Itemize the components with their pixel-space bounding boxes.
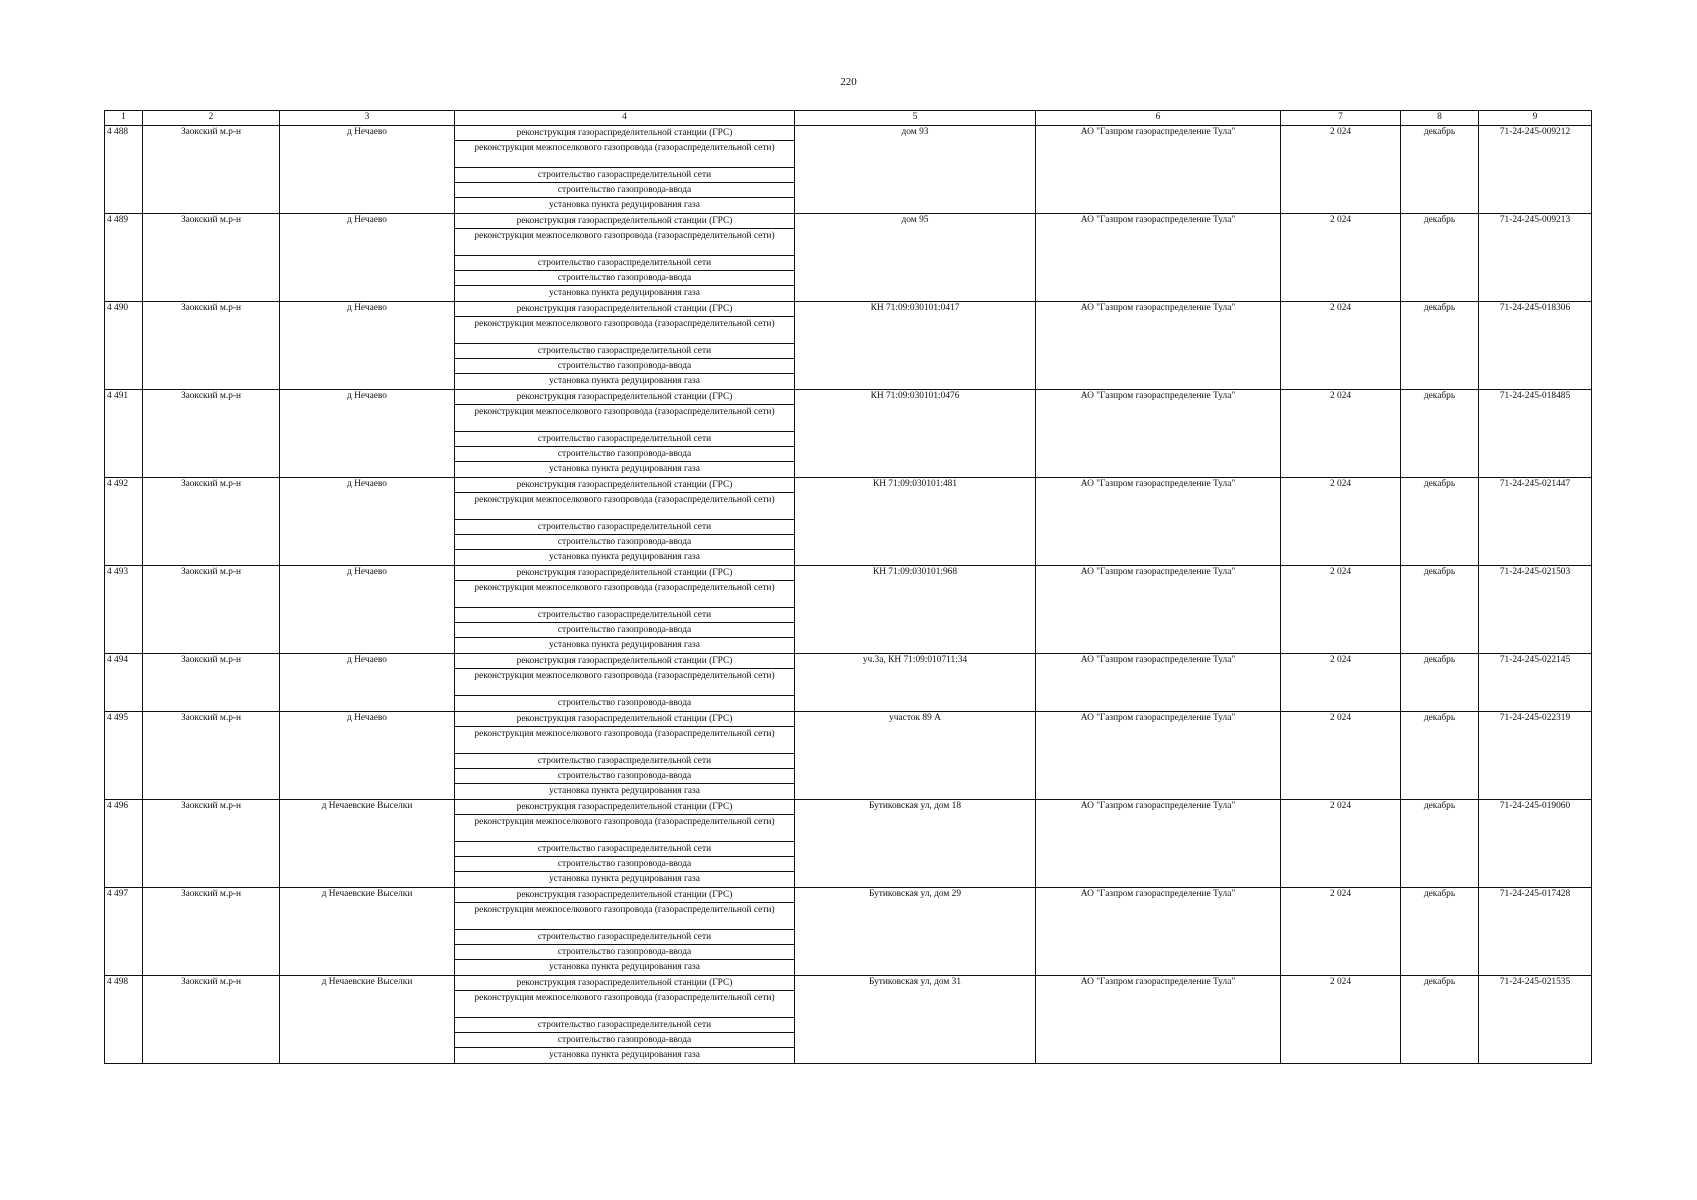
year-cell: 2 024 bbox=[1281, 888, 1401, 976]
address-cell: КН 71:09:030101:481 bbox=[795, 478, 1036, 566]
work-item: реконструкция межпоселкового газопровода (газораспределительной сети) bbox=[455, 815, 794, 842]
application-code-cell: 71-24-245-021447 bbox=[1479, 478, 1592, 566]
work-item: строительство газораспределительной сети bbox=[455, 608, 794, 623]
month-cell: декабрь bbox=[1401, 712, 1479, 800]
work-item: реконструкция газораспределительной станции (ГРС) bbox=[455, 214, 794, 229]
works-cell bbox=[455, 390, 795, 478]
column-number-row bbox=[105, 111, 1592, 126]
column-number: 6 bbox=[1036, 111, 1281, 126]
work-item: реконструкция газораспределительной станции (ГРС) bbox=[455, 976, 794, 991]
district-cell: Заокский м.р-н bbox=[143, 390, 280, 478]
locality-cell: д Нечаево bbox=[280, 566, 455, 654]
works-cell bbox=[455, 712, 795, 800]
locality-cell: д Нечаево bbox=[280, 654, 455, 712]
work-item: установка пункта редуцирования газа bbox=[549, 200, 700, 210]
locality-cell: д Нечаево bbox=[280, 478, 455, 566]
column-number: 9 bbox=[1479, 111, 1592, 126]
work-item: строительство газораспределительной сети bbox=[455, 930, 794, 945]
row-number: 4 490 bbox=[105, 302, 143, 390]
work-item: реконструкция межпоселкового газопровода (газораспределительной сети) bbox=[455, 405, 794, 432]
application-code-cell: 71-24-245-009212 bbox=[1479, 126, 1592, 214]
work-item: реконструкция газораспределительной станции (ГРС) bbox=[455, 390, 794, 405]
row-number: 4 498 bbox=[105, 976, 143, 1064]
locality-cell: д Нечаево bbox=[280, 390, 455, 478]
address-cell: КН 71:09:030101:0476 bbox=[795, 390, 1036, 478]
work-item: установка пункта редуцирования газа bbox=[549, 786, 700, 796]
column-number: 4 bbox=[455, 111, 795, 126]
application-code-cell: 71-24-245-021535 bbox=[1479, 976, 1592, 1064]
table-row bbox=[105, 478, 1592, 566]
month-cell: декабрь bbox=[1401, 888, 1479, 976]
organization-cell: АО "Газпром газораспределение Тула" bbox=[1036, 800, 1281, 888]
organization-cell: АО "Газпром газораспределение Тула" bbox=[1036, 712, 1281, 800]
work-item: установка пункта редуцирования газа bbox=[549, 640, 700, 650]
organization-cell: АО "Газпром газораспределение Тула" bbox=[1036, 976, 1281, 1064]
district-cell: Заокский м.р-н bbox=[143, 126, 280, 214]
application-code-cell: 71-24-245-018306 bbox=[1479, 302, 1592, 390]
works-cell bbox=[455, 566, 795, 654]
work-item: строительство газопровода-ввода bbox=[557, 698, 692, 708]
table-row bbox=[105, 566, 1592, 654]
year-cell: 2 024 bbox=[1281, 654, 1401, 712]
row-number: 4 488 bbox=[105, 126, 143, 214]
table-row bbox=[105, 800, 1592, 888]
work-item: реконструкция межпоселкового газопровода (газораспределительной сети) bbox=[455, 317, 794, 344]
locality-cell: д Нечаевские Выселки bbox=[280, 976, 455, 1064]
organization-cell: АО "Газпром газораспределение Тула" bbox=[1036, 654, 1281, 712]
column-number: 3 bbox=[280, 111, 455, 126]
month-cell: декабрь bbox=[1401, 976, 1479, 1064]
address-cell: КН 71:09:030101:0417 bbox=[795, 302, 1036, 390]
page-number: 220 bbox=[840, 76, 857, 88]
locality-cell: д Нечаево bbox=[280, 712, 455, 800]
work-item: строительство газопровода-ввода bbox=[455, 359, 794, 374]
work-item: реконструкция межпоселкового газопровода (газораспределительной сети) bbox=[455, 903, 794, 930]
locality-cell: д Нечаево bbox=[280, 214, 455, 302]
application-code-cell: 71-24-245-009213 bbox=[1479, 214, 1592, 302]
organization-cell: АО "Газпром газораспределение Тула" bbox=[1036, 214, 1281, 302]
row-number: 4 497 bbox=[105, 888, 143, 976]
works-cell bbox=[455, 214, 795, 302]
row-number: 4 491 bbox=[105, 390, 143, 478]
work-item: строительство газопровода-ввода bbox=[455, 271, 794, 286]
year-cell: 2 024 bbox=[1281, 712, 1401, 800]
address-cell: дом 95 bbox=[795, 214, 1036, 302]
organization-cell: АО "Газпром газораспределение Тула" bbox=[1036, 566, 1281, 654]
work-item: установка пункта редуцирования газа bbox=[549, 376, 700, 386]
table-body bbox=[105, 126, 1592, 1064]
table-row bbox=[105, 302, 1592, 390]
locality-cell: д Нечаево bbox=[280, 302, 455, 390]
application-code-cell: 71-24-245-022145 bbox=[1479, 654, 1592, 712]
work-item: реконструкция межпоселкового газопровода (газораспределительной сети) bbox=[455, 493, 794, 520]
year-cell: 2 024 bbox=[1281, 302, 1401, 390]
district-cell: Заокский м.р-н bbox=[143, 888, 280, 976]
work-item: реконструкция межпоселкового газопровода (газораспределительной сети) bbox=[455, 581, 794, 608]
year-cell: 2 024 bbox=[1281, 800, 1401, 888]
district-cell: Заокский м.р-н bbox=[143, 976, 280, 1064]
work-item: строительство газораспределительной сети bbox=[455, 842, 794, 857]
table-row bbox=[105, 712, 1592, 800]
work-item: реконструкция межпоселкового газопровода (газораспределительной сети) bbox=[455, 141, 794, 168]
work-item: строительство газораспределительной сети bbox=[455, 256, 794, 271]
locality-cell: д Нечаево bbox=[280, 126, 455, 214]
works-cell bbox=[455, 478, 795, 566]
application-code-cell: 71-24-245-019060 bbox=[1479, 800, 1592, 888]
organization-cell: АО "Газпром газораспределение Тула" bbox=[1036, 390, 1281, 478]
works-cell bbox=[455, 888, 795, 976]
work-item: строительство газопровода-ввода bbox=[455, 447, 794, 462]
district-cell: Заокский м.р-н bbox=[143, 800, 280, 888]
work-item: реконструкция газораспределительной станции (ГРС) bbox=[455, 478, 794, 493]
organization-cell: АО "Газпром газораспределение Тула" bbox=[1036, 126, 1281, 214]
column-number: 1 bbox=[105, 111, 143, 126]
work-item: строительство газораспределительной сети bbox=[455, 344, 794, 359]
work-item: строительство газопровода-ввода bbox=[455, 623, 794, 638]
work-item: реконструкция газораспределительной станции (ГРС) bbox=[455, 302, 794, 317]
work-item: строительство газопровода-ввода bbox=[455, 945, 794, 960]
work-item: установка пункта редуцирования газа bbox=[549, 874, 700, 884]
work-item: строительство газопровода-ввода bbox=[455, 769, 794, 784]
district-cell: Заокский м.р-н bbox=[143, 478, 280, 566]
column-number: 5 bbox=[795, 111, 1036, 126]
table-row bbox=[105, 654, 1592, 712]
row-number: 4 494 bbox=[105, 654, 143, 712]
work-item: установка пункта редуцирования газа bbox=[549, 464, 700, 474]
application-code-cell: 71-24-245-022319 bbox=[1479, 712, 1592, 800]
work-item: реконструкция межпоселкового газопровода (газораспределительной сети) bbox=[455, 727, 794, 754]
address-cell: Бутиковская ул, дом 18 bbox=[795, 800, 1036, 888]
year-cell: 2 024 bbox=[1281, 126, 1401, 214]
work-item: установка пункта редуцирования газа bbox=[549, 288, 700, 298]
application-code-cell: 71-24-245-018485 bbox=[1479, 390, 1592, 478]
work-item: строительство газопровода-ввода bbox=[455, 1033, 794, 1048]
district-cell: Заокский м.р-н bbox=[143, 654, 280, 712]
year-cell: 2 024 bbox=[1281, 214, 1401, 302]
row-number: 4 495 bbox=[105, 712, 143, 800]
address-cell: Бутиковская ул, дом 31 bbox=[795, 976, 1036, 1064]
table-row bbox=[105, 976, 1592, 1064]
work-item: строительство газораспределительной сети bbox=[455, 168, 794, 183]
work-item: установка пункта редуцирования газа bbox=[549, 1050, 700, 1060]
address-cell: уч.3а, КН 71:09:010711:34 bbox=[795, 654, 1036, 712]
column-number: 8 bbox=[1401, 111, 1479, 126]
address-cell: участок 89 А bbox=[795, 712, 1036, 800]
month-cell: декабрь bbox=[1401, 566, 1479, 654]
works-cell bbox=[455, 976, 795, 1064]
address-cell: Бутиковская ул, дом 29 bbox=[795, 888, 1036, 976]
work-item: реконструкция газораспределительной станции (ГРС) bbox=[455, 654, 794, 669]
district-cell: Заокский м.р-н bbox=[143, 302, 280, 390]
row-number: 4 489 bbox=[105, 214, 143, 302]
work-item: установка пункта редуцирования газа bbox=[549, 962, 700, 972]
work-item: строительство газопровода-ввода bbox=[455, 857, 794, 872]
work-item: строительство газораспределительной сети bbox=[455, 432, 794, 447]
organization-cell: АО "Газпром газораспределение Тула" bbox=[1036, 302, 1281, 390]
organization-cell: АО "Газпром газораспределение Тула" bbox=[1036, 888, 1281, 976]
table-row bbox=[105, 888, 1592, 976]
works-cell bbox=[455, 800, 795, 888]
table-row bbox=[105, 126, 1592, 214]
gasification-table bbox=[104, 110, 1592, 1064]
works-cell bbox=[455, 302, 795, 390]
address-cell: КН 71:09:030101:968 bbox=[795, 566, 1036, 654]
work-item: реконструкция газораспределительной станции (ГРС) bbox=[455, 566, 794, 581]
table-row bbox=[105, 214, 1592, 302]
address-cell: дом 93 bbox=[795, 126, 1036, 214]
organization-cell: АО "Газпром газораспределение Тула" bbox=[1036, 478, 1281, 566]
month-cell: декабрь bbox=[1401, 478, 1479, 566]
district-cell: Заокский м.р-н bbox=[143, 566, 280, 654]
column-number: 7 bbox=[1281, 111, 1401, 126]
application-code-cell: 71-24-245-021503 bbox=[1479, 566, 1592, 654]
locality-cell: д Нечаевские Выселки bbox=[280, 888, 455, 976]
work-item: реконструкция газораспределительной станции (ГРС) bbox=[455, 712, 794, 727]
year-cell: 2 024 bbox=[1281, 566, 1401, 654]
month-cell: декабрь bbox=[1401, 390, 1479, 478]
application-code-cell: 71-24-245-017428 bbox=[1479, 888, 1592, 976]
work-item: строительство газораспределительной сети bbox=[455, 1018, 794, 1033]
work-item: реконструкция газораспределительной станции (ГРС) bbox=[455, 888, 794, 903]
year-cell: 2 024 bbox=[1281, 976, 1401, 1064]
year-cell: 2 024 bbox=[1281, 478, 1401, 566]
work-item: строительство газораспределительной сети bbox=[455, 520, 794, 535]
column-number: 2 bbox=[143, 111, 280, 126]
month-cell: декабрь bbox=[1401, 302, 1479, 390]
year-cell: 2 024 bbox=[1281, 390, 1401, 478]
month-cell: декабрь bbox=[1401, 214, 1479, 302]
work-item: реконструкция межпоселкового газопровода (газораспределительной сети) bbox=[455, 669, 794, 696]
work-item: установка пункта редуцирования газа bbox=[549, 552, 700, 562]
work-item: строительство газораспределительной сети bbox=[455, 754, 794, 769]
work-item: реконструкция межпоселкового газопровода (газораспределительной сети) bbox=[455, 991, 794, 1018]
month-cell: декабрь bbox=[1401, 126, 1479, 214]
work-item: строительство газопровода-ввода bbox=[455, 535, 794, 550]
district-cell: Заокский м.р-н bbox=[143, 712, 280, 800]
month-cell: декабрь bbox=[1401, 654, 1479, 712]
works-cell bbox=[455, 654, 795, 712]
row-number: 4 493 bbox=[105, 566, 143, 654]
works-cell bbox=[455, 126, 795, 214]
work-item: реконструкция газораспределительной станции (ГРС) bbox=[455, 800, 794, 815]
table-row bbox=[105, 390, 1592, 478]
work-item: строительство газопровода-ввода bbox=[455, 183, 794, 198]
work-item: реконструкция газораспределительной станции (ГРС) bbox=[455, 126, 794, 141]
row-number: 4 496 bbox=[105, 800, 143, 888]
locality-cell: д Нечаевские Выселки bbox=[280, 800, 455, 888]
row-number: 4 492 bbox=[105, 478, 143, 566]
month-cell: декабрь bbox=[1401, 800, 1479, 888]
work-item: реконструкция межпоселкового газопровода (газораспределительной сети) bbox=[455, 229, 794, 256]
district-cell: Заокский м.р-н bbox=[143, 214, 280, 302]
